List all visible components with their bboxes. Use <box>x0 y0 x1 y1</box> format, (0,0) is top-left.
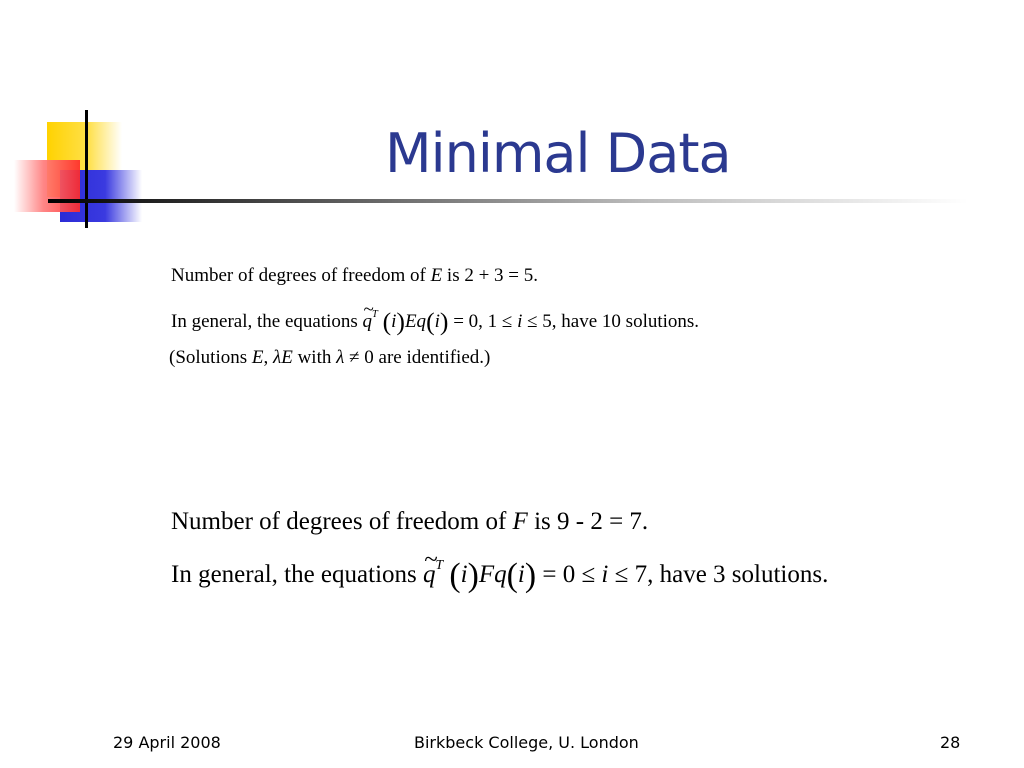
block2-line2-q: ~ q <box>423 561 436 589</box>
block2-line2-rparen2: ) <box>524 557 537 595</box>
block1-line1-var: E <box>430 265 443 286</box>
block1-line2-Eq: Eq <box>404 310 427 332</box>
block2-line1-text-a: Number of degrees of freedom of <box>171 508 513 535</box>
block1-line2-q: ~ q <box>363 311 373 333</box>
block2-line2-Fq: Fq <box>478 561 507 589</box>
slide-title: Minimal Data <box>385 122 731 185</box>
block1-line3 <box>169 347 490 369</box>
block1-line2-lparen1: ( <box>382 306 392 336</box>
block1-line3-lambda: λ <box>336 347 345 368</box>
title-divider-line <box>48 199 968 203</box>
block2-line2-i1: i <box>460 561 468 589</box>
block1-line3-text-a: (Solutions <box>169 347 252 368</box>
block2-line2-text-b: = 0 ≤ <box>536 561 602 589</box>
block2-line2-text-a: In general, the equations <box>171 561 423 589</box>
block2-line1-var: F <box>512 508 528 535</box>
block1-line3-lambdaE: λE <box>272 347 293 368</box>
footer-college: Birkbeck College, U. London <box>414 733 639 752</box>
block2-line2-i2: i <box>517 561 525 589</box>
block1-line2-text-c: ≤ 5, have 10 solutions. <box>522 310 700 332</box>
block1-line2 <box>171 306 700 336</box>
block2-line2-text-c: ≤ 7, have 3 solutions. <box>608 561 829 589</box>
block1-line2-rparen1: ) <box>396 306 405 336</box>
block2-line1 <box>171 508 648 536</box>
block1-line2-sup: T <box>372 309 378 320</box>
block1-line3-comma: , <box>263 347 273 368</box>
block1-line1 <box>171 265 538 287</box>
block1-line2-rparen2: ) <box>439 306 449 336</box>
block2-line2-i3: i <box>601 561 609 589</box>
block1-line3-text-c: ≠ 0 are identified.) <box>344 347 491 368</box>
block1-line2-i2: i <box>434 310 440 332</box>
footer-page-number: 28 <box>940 733 961 752</box>
block1-line2-lparen2: ( <box>426 306 435 336</box>
block1-line2-text-a: In general, the equations <box>171 310 363 332</box>
block1-line2-text-b: = 0, 1 ≤ <box>448 310 518 332</box>
block2-line2-lparen1: ( <box>449 557 461 595</box>
block2-line2-sup: T <box>435 557 444 572</box>
footer-date: 29 April 2008 <box>113 733 221 752</box>
block1-line2-i1: i <box>391 310 397 332</box>
block2-line1-text-b: is 9 - 2 = 7. <box>527 508 649 535</box>
block1-line1-text-b: is 2 + 3 = 5. <box>442 265 539 286</box>
block2-line2-rparen1: ) <box>467 557 479 595</box>
block1-line1-text-a: Number of degrees of freedom of <box>171 265 431 286</box>
block2-line2 <box>171 557 829 595</box>
block1-line3-E: E <box>251 347 264 368</box>
logo-vertical-line <box>85 110 88 228</box>
block1-line3-text-b: with <box>292 347 337 368</box>
block2-line2-lparen2: ( <box>506 557 518 595</box>
logo-red-square <box>14 160 80 212</box>
block1-line2-i3: i <box>517 310 523 332</box>
